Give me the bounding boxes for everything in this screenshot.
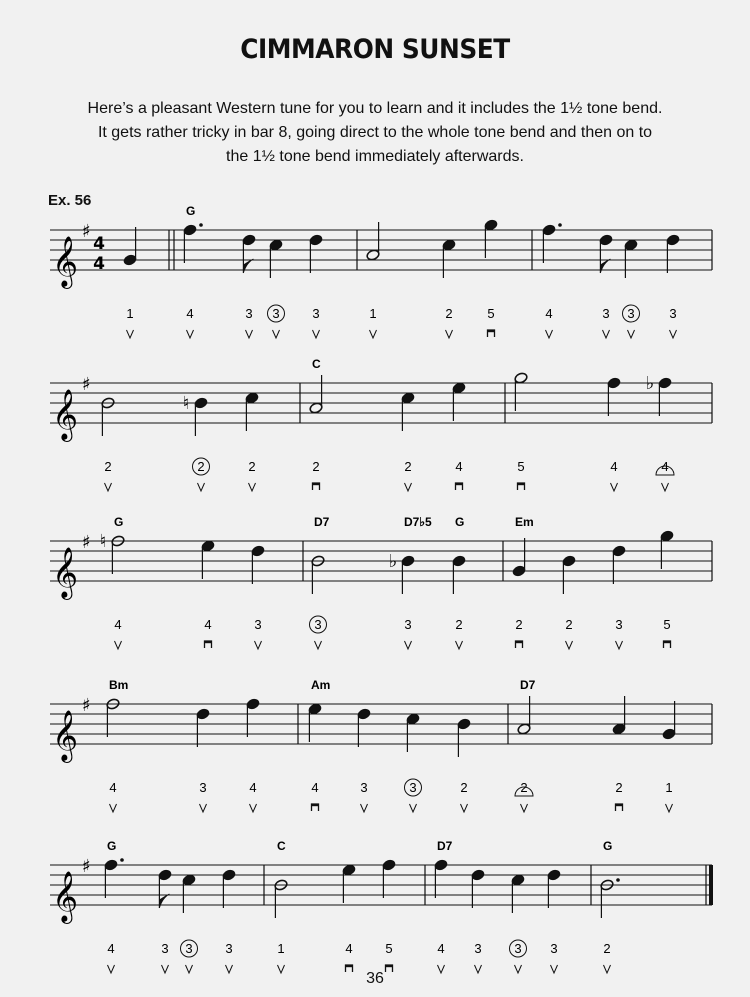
intro-line: It gets rather tricky in bar 8, going direct to the whole tone bend and then on to: [97, 124, 653, 141]
note: [123, 227, 137, 338]
note: [310, 555, 327, 649]
blow-symbol: [456, 641, 463, 649]
note: [562, 555, 576, 649]
note: [452, 555, 466, 649]
hole-number: 4: [204, 617, 212, 632]
blow-symbol: [546, 330, 553, 338]
time-signature-top: 4: [93, 234, 105, 254]
note: [309, 234, 323, 338]
hole-number: 3: [272, 306, 280, 321]
chord-label: G: [455, 515, 465, 529]
page-number: 36: [366, 970, 384, 987]
blow-symbol: [200, 804, 207, 812]
blow-symbol: [446, 330, 453, 338]
draw-symbol-bar: [664, 641, 671, 643]
flat-accidental: ♭: [388, 551, 398, 572]
note: [547, 869, 561, 973]
blow-symbol: [662, 483, 669, 491]
note: [442, 239, 456, 338]
natural-accidental: ♮: [99, 531, 107, 552]
hole-number: 1: [369, 306, 377, 321]
blow-symbol: [370, 330, 377, 338]
note: [389, 551, 415, 649]
key-signature-sharp: ♯: [82, 856, 91, 877]
chord-label: Bm: [109, 678, 129, 692]
treble-clef: 𝄞: [52, 389, 79, 440]
chord-label: G: [114, 515, 124, 529]
note: [646, 373, 674, 491]
hole-number: 2: [455, 617, 463, 632]
note: [245, 392, 259, 491]
hole-number: 3: [312, 306, 320, 321]
chord-label: C: [277, 839, 286, 853]
hole-number: 4: [437, 941, 445, 956]
draw-symbol-bar: [313, 483, 320, 485]
note: [471, 869, 485, 973]
note: [612, 545, 626, 649]
note: [183, 393, 210, 491]
hole-number: 3: [474, 941, 482, 956]
draw-symbol-bar: [205, 641, 212, 643]
chord-label: D7: [314, 515, 330, 529]
hole-number: 2: [312, 459, 320, 474]
chord-label: G: [186, 204, 196, 218]
draw-symbol-bar: [346, 965, 353, 967]
hole-number: 3: [199, 780, 207, 795]
treble-clef: 𝄞: [52, 871, 79, 922]
note-flag: [159, 894, 169, 908]
final-bar-line: [709, 865, 713, 905]
blow-symbol: [603, 330, 610, 338]
note: [623, 239, 640, 338]
blow-symbol: [405, 641, 412, 649]
blow-symbol: [255, 641, 262, 649]
blow-symbol: [110, 804, 117, 812]
draw-symbol-bar: [456, 483, 463, 485]
blow-symbol: [198, 483, 205, 491]
blow-symbol: [361, 804, 368, 812]
key-signature-sharp: ♯: [82, 221, 91, 242]
note: [405, 713, 422, 812]
blow-symbol: [405, 483, 412, 491]
chord-label: Em: [515, 515, 534, 529]
page-title: CIMMARON SUNSET: [240, 34, 510, 65]
blow-symbol: [521, 804, 528, 812]
hole-number: 3: [314, 617, 322, 632]
hole-number: 5: [487, 306, 495, 321]
key-signature-sharp: ♯: [82, 374, 91, 395]
hole-number: 3: [185, 941, 193, 956]
blow-symbol: [616, 641, 623, 649]
blow-symbol: [105, 483, 112, 491]
hole-number: 3: [225, 941, 233, 956]
hole-number: 1: [126, 306, 134, 321]
draw-symbol-bar: [386, 965, 393, 967]
hole-number: 2: [515, 617, 523, 632]
note: [357, 708, 371, 812]
blow-symbol: [628, 330, 635, 338]
note: [401, 392, 415, 491]
blow-symbol: [566, 641, 573, 649]
treble-clef: 𝄞: [52, 547, 79, 598]
key-signature-sharp: ♯: [82, 532, 91, 553]
hole-number: 4: [545, 306, 553, 321]
intro-line: Here’s a pleasant Western tune for you to learn and it includes the 1½ tone bend.: [87, 100, 663, 117]
hole-number: 4: [249, 780, 257, 795]
hole-number: 1: [277, 941, 285, 956]
note: [242, 234, 256, 338]
hole-number: 4: [114, 617, 122, 632]
chord-label: G: [107, 839, 117, 853]
chord-label: Am: [311, 678, 331, 692]
draw-symbol-bar: [616, 804, 623, 806]
hole-number: 2: [445, 306, 453, 321]
hole-number: 3: [404, 617, 412, 632]
hole-number: 2: [404, 459, 412, 474]
blow-symbol: [315, 641, 322, 649]
blow-symbol: [670, 330, 677, 338]
hole-number: 3: [245, 306, 253, 321]
hole-number: 4: [661, 459, 669, 474]
blow-symbol: [410, 804, 417, 812]
hole-number: 5: [517, 459, 525, 474]
hole-number: 3: [360, 780, 368, 795]
note: [666, 234, 680, 338]
hole-number: 4: [109, 780, 117, 795]
staff-system: [50, 219, 712, 338]
chord-label: D7♭5: [404, 515, 432, 529]
blow-symbol: [461, 804, 468, 812]
draw-symbol-bar: [312, 804, 319, 806]
hole-number: 5: [663, 617, 671, 632]
hole-number: 4: [186, 306, 194, 321]
hole-number: 3: [514, 941, 522, 956]
augmentation-dot: [558, 223, 562, 227]
note: [196, 708, 210, 812]
treble-clef: 𝄞: [52, 236, 79, 287]
note: [268, 239, 285, 338]
hole-number: 4: [311, 780, 319, 795]
hole-number: 2: [197, 459, 205, 474]
natural-accidental: ♮: [182, 393, 190, 414]
note-flag: [243, 259, 253, 273]
note: [599, 234, 613, 338]
hole-number: 3: [602, 306, 610, 321]
blow-symbol: [187, 330, 194, 338]
augmentation-dot: [120, 858, 124, 862]
hole-number: 2: [603, 941, 611, 956]
hole-number: 3: [615, 617, 623, 632]
note: [510, 874, 527, 973]
hole-number: 4: [610, 459, 618, 474]
draw-symbol-bar: [518, 483, 525, 485]
hole-number: 2: [248, 459, 256, 474]
draw-symbol-bar: [488, 330, 495, 332]
blow-symbol: [127, 330, 134, 338]
hole-number: 4: [107, 941, 115, 956]
treble-clef: 𝄞: [52, 710, 79, 761]
hole-number: 2: [460, 780, 468, 795]
blow-symbol: [249, 483, 256, 491]
blow-symbol: [313, 330, 320, 338]
hole-number: 2: [104, 459, 112, 474]
note: [158, 869, 172, 973]
hole-number: 3: [254, 617, 262, 632]
note: [101, 397, 115, 491]
augmentation-dot: [616, 878, 620, 882]
staff-system: [50, 530, 712, 649]
key-signature-sharp: ♯: [82, 695, 91, 716]
staff-system: [50, 695, 712, 812]
hole-number: 4: [455, 459, 463, 474]
hole-number: 3: [161, 941, 169, 956]
note: [181, 874, 198, 973]
chord-label: G: [603, 839, 613, 853]
note: [274, 879, 288, 973]
chord-label: D7: [437, 839, 453, 853]
hole-number: 4: [345, 941, 353, 956]
note: [222, 869, 236, 973]
note: [600, 878, 620, 973]
hole-number: 3: [669, 306, 677, 321]
chord-label: C: [312, 357, 321, 371]
hole-number: 3: [550, 941, 558, 956]
blow-symbol: [246, 330, 253, 338]
note-flag: [600, 259, 610, 273]
blow-symbol: [250, 804, 257, 812]
note: [457, 718, 471, 812]
hole-number: 2: [615, 780, 623, 795]
blow-symbol: [666, 804, 673, 812]
draw-symbol-bar: [516, 641, 523, 643]
staff-system: [50, 856, 713, 973]
intro-line: the 1½ tone bend immediately afterwards.: [226, 148, 524, 165]
flat-accidental: ♭: [645, 373, 655, 394]
hole-number: 5: [385, 941, 393, 956]
blow-symbol: [115, 641, 122, 649]
augmentation-dot: [199, 223, 203, 227]
example-label: Ex. 56: [48, 192, 92, 209]
hole-number: 3: [627, 306, 635, 321]
note: [662, 701, 676, 812]
hole-number: 2: [520, 780, 528, 795]
blow-symbol: [273, 330, 280, 338]
hole-number: 1: [665, 780, 673, 795]
note: [251, 545, 265, 649]
chord-label: D7: [520, 678, 536, 692]
blow-symbol: [611, 483, 618, 491]
hole-number: 2: [565, 617, 573, 632]
time-signature-bottom: 4: [93, 254, 105, 274]
hole-number: 3: [409, 780, 417, 795]
